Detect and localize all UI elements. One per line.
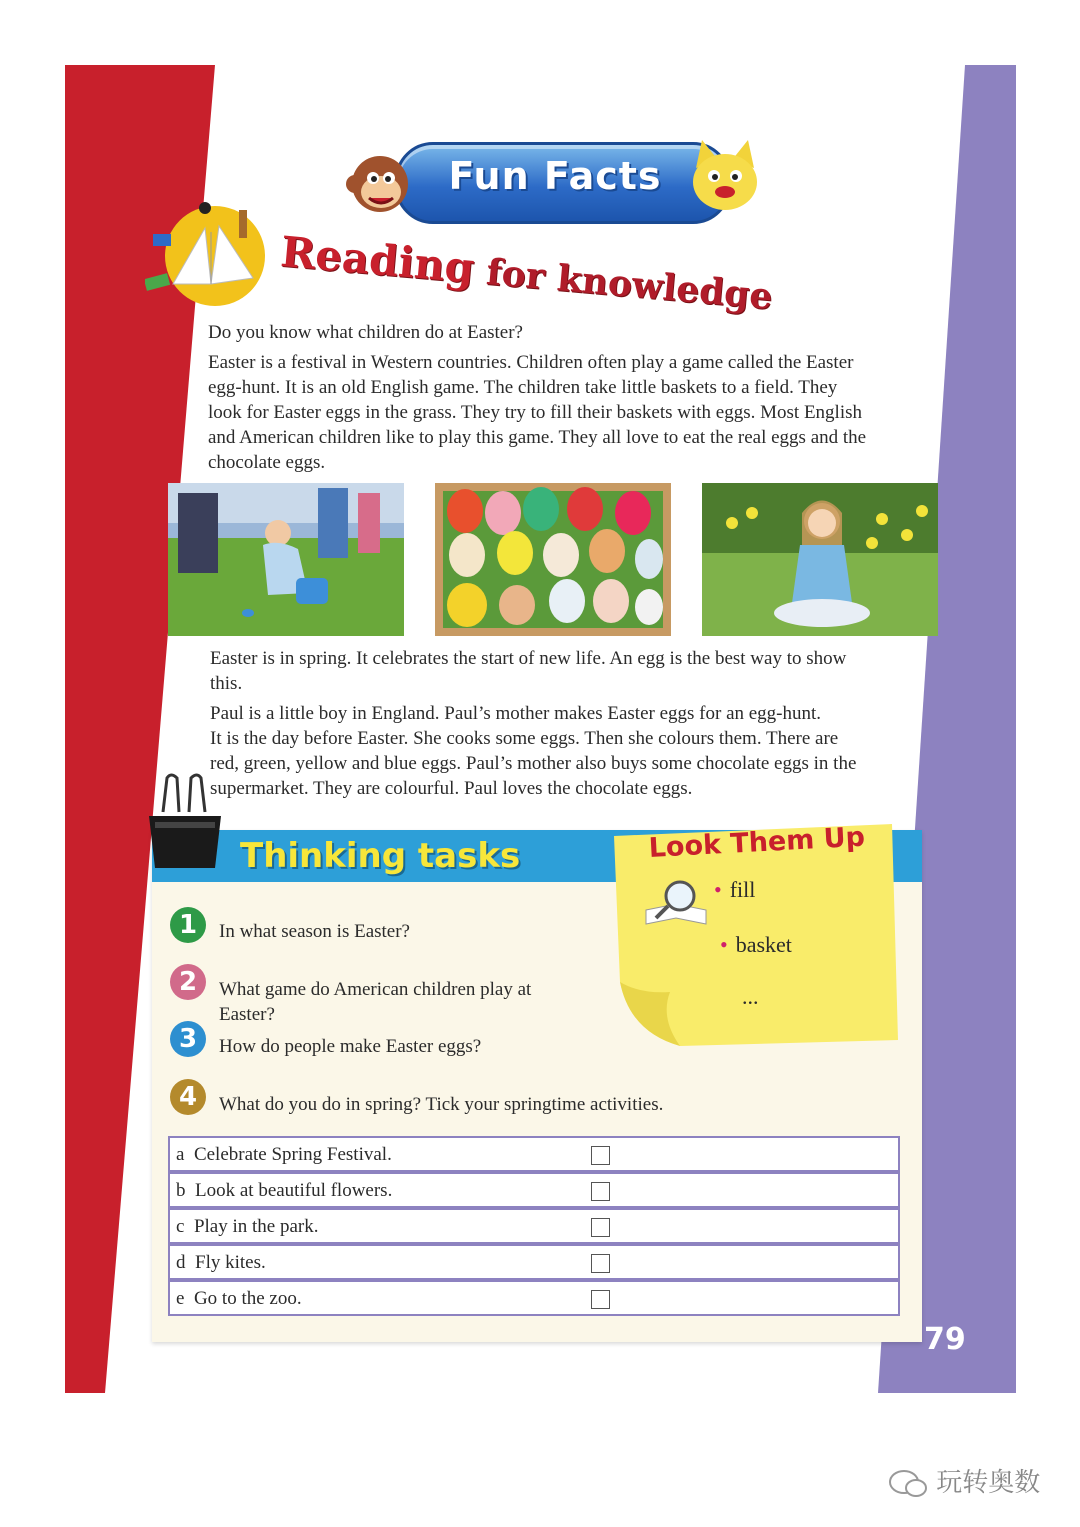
text-line: What game do American children play at <box>219 979 532 1000</box>
cat-icon <box>688 138 762 216</box>
text-line: chocolate eggs. <box>208 452 326 473</box>
monkey-icon <box>345 148 415 218</box>
text-line: and American children like to play this game. They all love to eat the real eggs and the <box>208 427 867 448</box>
activity-label: a Celebrate Spring Festival. <box>176 1144 392 1165</box>
section-title-rest: for knowledge <box>484 250 775 318</box>
lookup-word: ... <box>742 984 759 1009</box>
open-book-icon <box>145 198 273 308</box>
banner-title: Fun Facts <box>448 154 662 198</box>
reading-paragraph-1 <box>208 350 918 475</box>
question-number-badge: 3 <box>170 1021 206 1057</box>
section-title-first: Reading <box>278 227 477 293</box>
thinking-tasks-title: Thinking tasks <box>240 836 521 876</box>
section-title <box>279 227 775 319</box>
watermark <box>888 1462 1058 1498</box>
question-number-badge: 2 <box>170 964 206 1000</box>
text-line: egg-hunt. It is an old English game. The children take little baskets to a field. They <box>208 377 838 398</box>
reading-question: Do you know what children do at Easter? <box>208 322 523 343</box>
easter-eggs-basket-photo <box>435 483 671 636</box>
activity-row <box>168 1244 900 1280</box>
question-text: What do you do in spring? Tick your springtime activities. <box>219 1094 664 1115</box>
page-number: 79 <box>924 1322 966 1357</box>
lookup-item <box>720 932 792 958</box>
activity-label: e Go to the zoo. <box>176 1288 302 1309</box>
text-line: Paul is a little boy in England. Paul’s mother makes Easter eggs for an egg-hunt. <box>210 703 822 724</box>
question-text: How do people make Easter eggs? <box>219 1036 482 1057</box>
text-line: this. <box>210 673 243 694</box>
tick-checkbox[interactable] <box>591 1218 610 1237</box>
activity-row <box>168 1208 900 1244</box>
watermark-text: 玩转奥数 <box>936 1468 1041 1498</box>
text-line: look for Easter eggs in the grass. They try to fill their baskets with eggs. Most English <box>208 402 862 423</box>
tick-checkbox[interactable] <box>591 1254 610 1273</box>
activity-row <box>168 1280 900 1316</box>
text-line: It is the day before Easter. She cooks some eggs. Then she colours them. There are <box>210 728 839 749</box>
dictionary-magnifier-icon <box>642 878 710 930</box>
text-line: Easter? <box>219 1004 275 1025</box>
binder-clip-icon <box>145 772 225 872</box>
tick-checkbox[interactable] <box>591 1182 610 1201</box>
text-line: supermarket. They are colourful. Paul loves the chocolate eggs. <box>210 778 693 799</box>
question-number-badge: 1 <box>170 907 206 943</box>
reading-paragraph-2 <box>210 646 910 696</box>
lookup-word: fill <box>729 877 756 902</box>
reading-paragraph-3 <box>210 701 910 801</box>
bullet-icon: • <box>714 877 722 902</box>
activity-label: d Fly kites. <box>176 1252 266 1273</box>
text-line: Easter is a festival in Western countries. Children often play a game called the Easter <box>208 352 854 373</box>
activity-row <box>168 1172 900 1208</box>
egg-hunt-photo <box>168 483 404 636</box>
lookup-word: basket <box>735 932 792 957</box>
activity-row <box>168 1136 900 1172</box>
activity-label: c Play in the park. <box>176 1216 319 1237</box>
text-line: red, green, yellow and blue eggs. Paul’s mother also buys some chocolate eggs in the <box>210 753 857 774</box>
lookup-item <box>714 877 755 903</box>
lookup-item <box>742 984 759 1010</box>
bullet-icon: • <box>720 932 728 957</box>
question-text <box>219 977 531 1027</box>
text-line: Easter is in spring. It celebrates the start of new life. An egg is the best way to show <box>210 648 847 669</box>
question-number-badge: 4 <box>170 1079 206 1115</box>
activity-label: b Look at beautiful flowers. <box>176 1180 393 1201</box>
girl-in-flowers-photo <box>702 483 938 636</box>
tick-checkbox[interactable] <box>591 1146 610 1165</box>
look-them-up-title: Look Them Up <box>648 821 866 864</box>
chat-bubble-icon <box>888 1468 928 1500</box>
question-text: In what season is Easter? <box>219 921 410 942</box>
tick-checkbox[interactable] <box>591 1290 610 1309</box>
